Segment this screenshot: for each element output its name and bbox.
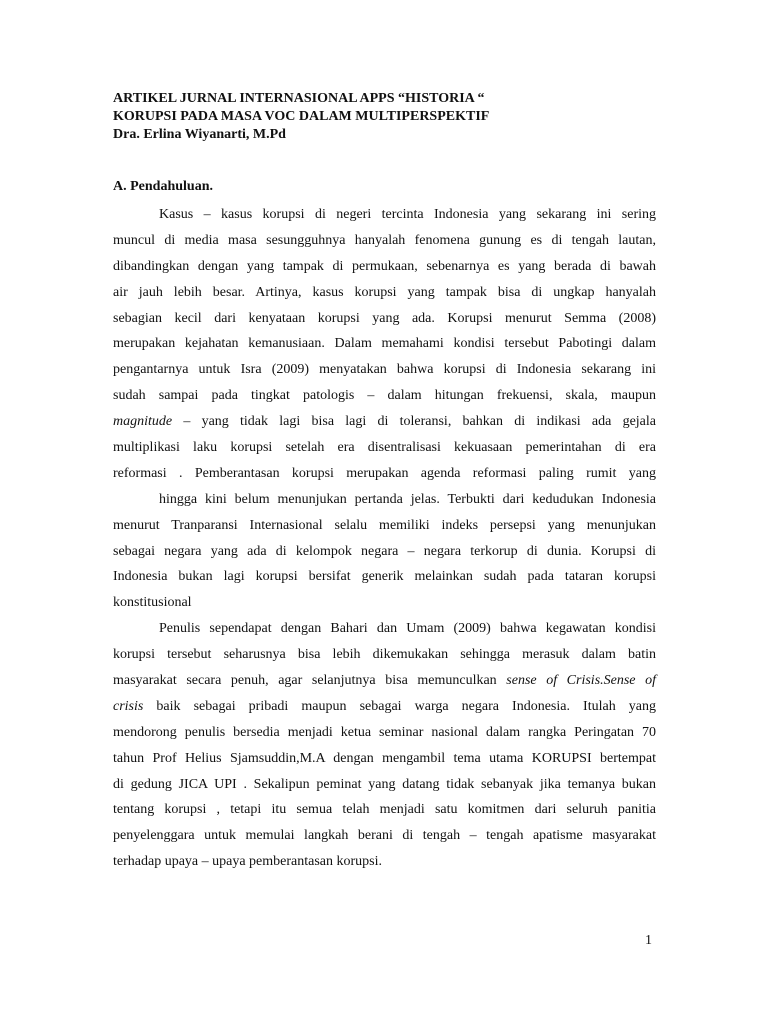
paragraph-1-line: hingga kini belum menunjukan pertanda jelas. Terbukti dari kedudukan Indonesia [159, 491, 656, 507]
italic-term: sense of Crisis.Sense of [506, 673, 656, 689]
paragraph-1-line: dibandingkan dengan yang tampak di permukaan, sebenarnya es yang berada di bawah [113, 258, 656, 274]
paragraph-1-line: air jauh lebih besar. Artinya, kasus korupsi yang tampak bisa di ungkap hanyalah [113, 284, 656, 300]
paragraph-2-line: Penulis sependapat dengan Bahari dan Umam (2009) bahwa kegawatan kondisi [159, 621, 656, 637]
paragraph-1-line: sebagai negara yang ada di kelompok negara – negara terkorup di dunia. Korupsi di [113, 543, 656, 559]
article-body [113, 202, 656, 875]
paragraph-2-line-crisis [113, 694, 656, 720]
paragraph-2-line: penyelenggara untuk memulai langkah berani di tengah – tengah apatisme masyarakat [113, 828, 656, 844]
article-author: Dra. Erlina Wiyanarti, M.Pd [113, 127, 286, 142]
paragraph-1-line: konstitusional [113, 595, 192, 611]
section-heading: A. Pendahuluan. [113, 179, 213, 194]
paragraph-2-line: di gedung JICA UPI . Sekalipun peminat yang datang tidak sebanyak jika temanya bukan [113, 776, 656, 792]
paragraph-2-line: tahun Prof Helius Sjamsuddin,M.A dengan mengambil tema utama KORUPSI bertempat [113, 750, 656, 766]
paragraph-1-line: sudah sampai pada tingkat patologis – dalam hitungan frekuensi, skala, maupun [113, 388, 656, 404]
paragraph-1-line: reformasi . Pemberantasan korupsi merupakan agenda reformasi paling rumit yang [113, 465, 656, 481]
paragraph-1-line: multiplikasi laku korupsi setelah era disentralisasi kekuasaan pemerintahan di era [113, 440, 656, 456]
paragraph-1-line: menurut Tranparansi Internasional selalu memiliki indeks persepsi yang menunjukan [113, 517, 656, 533]
paragraph-1-line: Kasus – kasus korupsi di negeri tercinta Indonesia yang sekarang ini sering [159, 207, 656, 222]
paragraph-2-line: terhadap upaya – upaya pemberantasan korupsi. [113, 854, 383, 870]
paragraph-2-line: korupsi tersebut seharusnya bisa lebih dikemukakan sehingga merasuk dalam batin [113, 647, 656, 663]
paragraph-1-line: sebagian kecil dari kenyataan korupsi yang ada. Korupsi menurut Semma (2008) [113, 310, 656, 326]
paragraph-2-line: tentang korupsi , tetapi itu semua telah menjadi satu komitmen dari seluruh panitia [113, 802, 656, 818]
paragraph-1-line-text: – yang tidak lagi bisa lagi di toleransi, bahkan di indikasi ada gejala [183, 414, 656, 430]
paragraph-1-line: Indonesia bukan lagi korupsi bersifat generik melainkan sudah pada tataran korupsi [113, 569, 656, 585]
paragraph-1-line-magnitude [113, 409, 656, 435]
paragraph-1-line: pengantarnya untuk Isra (2009) menyatakan bahwa korupsi di Indonesia sekarang ini [113, 362, 656, 378]
paragraph-1-line: muncul di media masa sesungguhnya hanyalah fenomena gunung es di tengah lautan, [113, 232, 656, 248]
article-journal-line: ARTIKEL JURNAL INTERNASIONAL APPS “HISTORIA “ [113, 91, 485, 106]
article-title: KORUPSI PADA MASA VOC DALAM MULTIPERSPEKTIF [113, 109, 490, 124]
paragraph-2-line-sense-of-crisis [113, 668, 656, 694]
article-header [113, 90, 673, 144]
page-number: 1 [645, 933, 652, 948]
paragraph-1-line: merupakan kejahatan kemanusiaan. Dalam memahami kondisi tersebut Pabotingi dalam [113, 336, 656, 352]
paragraph-2-line-text: masyarakat secara penuh, agar selanjutnya bisa memunculkan [113, 673, 507, 689]
paragraph-2-line-text: baik sebagai pribadi maupun sebagai warga negara Indonesia. Itulah yang [143, 698, 656, 714]
italic-term: magnitude [113, 414, 173, 430]
paragraph-2-line: mendorong penulis bersedia menjadi ketua seminar nasional dalam rangka Peringatan 70 [113, 724, 656, 740]
italic-term: crisis [113, 698, 144, 714]
